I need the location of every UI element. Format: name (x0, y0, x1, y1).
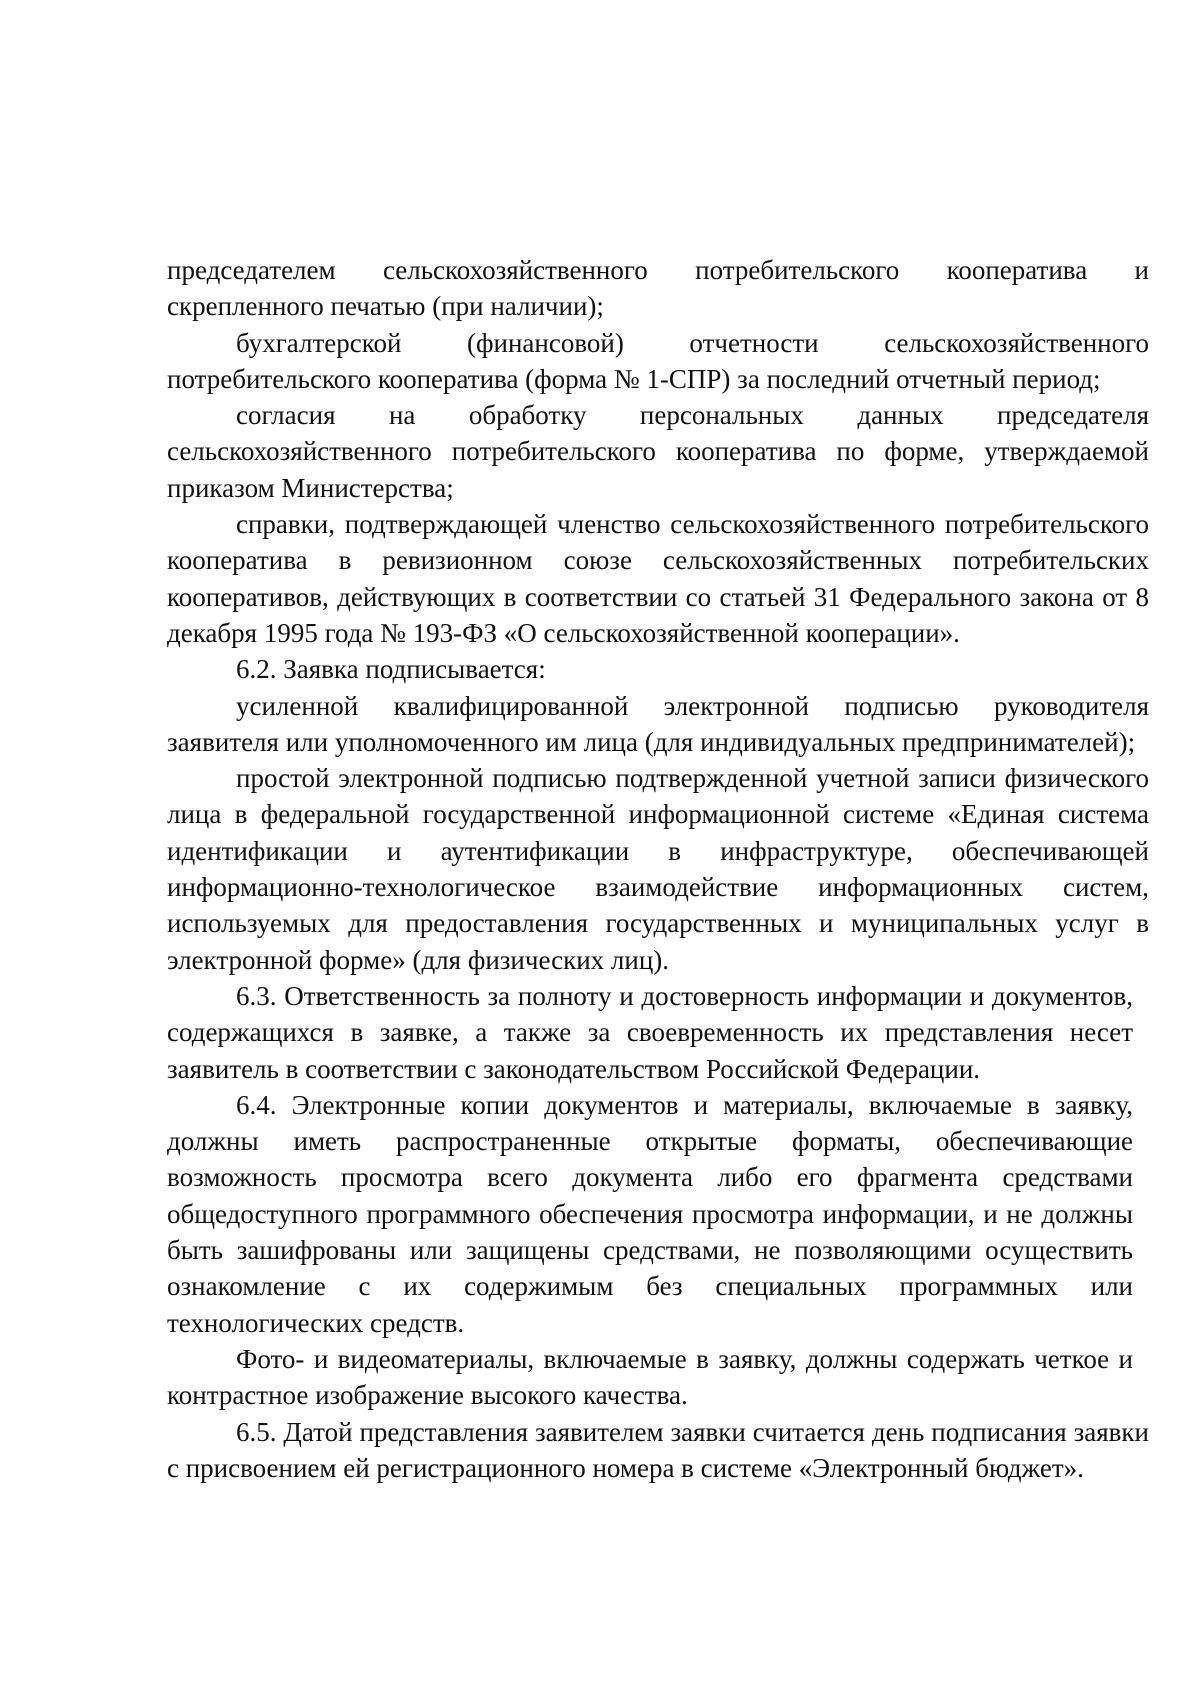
paragraph-membership-certificate: справки, подтверждающей членство сельскохозяйственного потребительского кооператива в ревизионном союзе сельскохозяйственных потребительских кооперативов, действующих в соответствии со статьей 31 Федерального закона от 8 декабря 1995 года № 193-ФЗ «О сельскохозяйственной кооперации». (167, 509, 1149, 648)
paragraph-6-3-responsibility: 6.3. Ответственность за полноту и достоверность информации и документов, содержащихся в заявке, а также за своевременность их представления несет заявитель в соответствии с законодательством Российской Федерации. (167, 980, 1133, 1084)
paragraph-qualified-signature: усиленной квалифицированной электронной подписью руководителя заявителя или уполномоченного им лица (для индивидуальных предпринимателей); (167, 690, 1149, 757)
paragraph-6-4-electronic-copies: 6.4. Электронные копии документов и материалы, включаемые в заявку, должны иметь распространенные открытые форматы, обеспечивающие возможность просмотра всего документа либо его фрагмента средствами общедоступного программного обеспечения просмотра информации, и не должны быть зашифрованы или защищены средствами, не позволяющими осуществить ознакомление с их содержимым без специальных программных или технологических средств. (167, 1089, 1133, 1338)
paragraph-6-2-heading: 6.2. Заявка подписывается: (236, 654, 546, 685)
paragraph-accounting-report: бухгалтерской (финансовой) отчетности сельскохозяйственного потребительского кооператива (форма № 1-СПР) за последний отчетный период; (167, 327, 1149, 394)
paragraph-simple-signature: простой электронной подписью подтвержденной учетной записи физического лица в федеральной государственной информационной системе «Единая система идентификации и аутентификации в инфраструктуре, обеспечивающей информационно-технологическое взаимодействие информационных систем, используемых для предоставления государственных и муниципальных услуг в электронной форме» (для физических лиц). (167, 763, 1149, 975)
paragraph-6-5-submission-date: 6.5. Датой представления заявителем заявки считается день подписания заявки с присвоением ей регистрационного номера в системе «Электронный бюджет». (167, 1416, 1149, 1483)
document-page (167, 252, 1149, 1486)
paragraph-photo-video: Фото- и видеоматериалы, включаемые в заявку, должны содержать четкое и контрастное изображение высокого качества. (167, 1343, 1133, 1411)
paragraph-personal-data-consent: согласия на обработку персональных данных председателя сельскохозяйственного потребительского кооператива по форме, утверждаемой приказом Министерства; (167, 400, 1149, 503)
paragraph-chairman-continuation: председателем сельскохозяйственного потребительского кооператива и скрепленного печатью (при наличии); (167, 255, 1149, 322)
